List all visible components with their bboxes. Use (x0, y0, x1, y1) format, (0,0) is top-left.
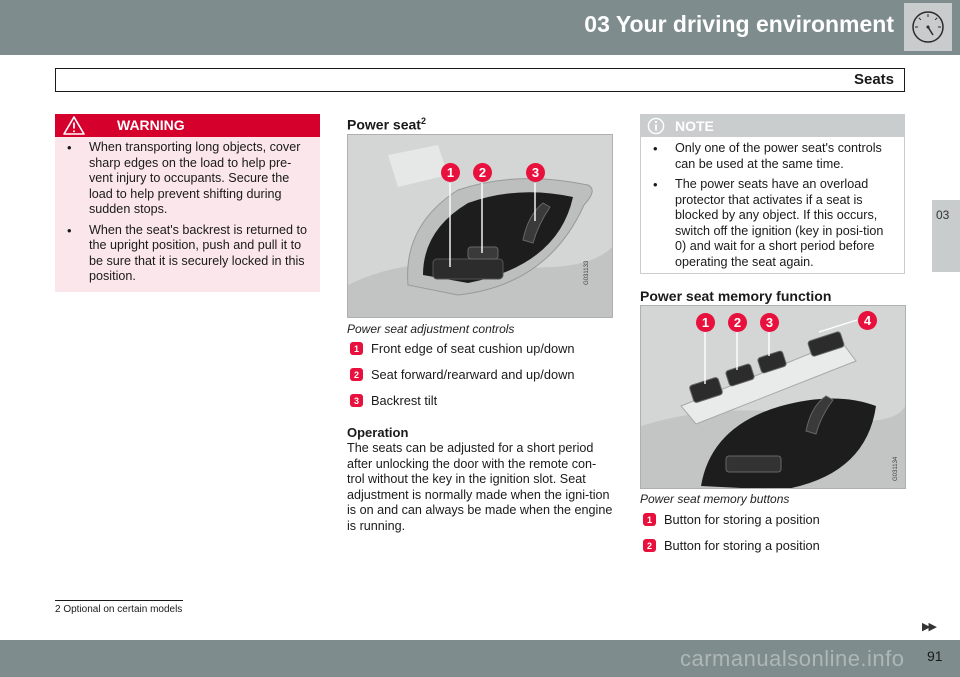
callout-1: 1 (696, 313, 715, 332)
note-header (641, 115, 904, 137)
note-title: NOTE (675, 118, 714, 134)
footnote (55, 604, 182, 615)
page-number: 91 (927, 648, 943, 664)
info-icon (647, 117, 665, 135)
section-bar (55, 68, 905, 92)
section-title: Seats (853, 71, 894, 88)
warning-box (55, 114, 320, 292)
callout-1: 1 (441, 163, 460, 182)
note-list (641, 141, 906, 275)
callout-2: 2 (473, 163, 492, 182)
number-badge: 1 (350, 342, 363, 355)
list-item: • Only one of the power seat's controls can be used at the same time. (641, 141, 906, 172)
warning-triangle-icon (63, 116, 85, 135)
power-seat-controls-image (347, 134, 613, 318)
power-seat-heading: Power seat$^2$ (347, 116, 426, 133)
list-item: • When transporting long objects, cover sharp edges on the load to help pre-vent injury to occupants. Secure the load to help prevent shifting during sudden stops. (55, 140, 320, 218)
chapter-header-bar (0, 0, 960, 55)
footnote-number: 2 (55, 604, 61, 615)
callout-3: 3 (760, 313, 779, 332)
memory-heading: Power seat memory function (640, 288, 832, 304)
watermark: carmanualsonline.info (680, 646, 905, 671)
next-page-arrows-icon[interactable]: ▶▶ (922, 621, 935, 633)
note-box (640, 114, 905, 274)
list-item: • The power seats have an overload protector that activates if a seat is blocked by any object. If this occurs, switch off the ignition (key in posi-tion 0) and wait for a short period before operating the seat again. (641, 177, 906, 270)
memory-caption: Power seat memory buttons (640, 492, 790, 506)
item-text: Front edge of seat cushion up/down (371, 341, 575, 356)
image-code: G031134 (893, 456, 899, 481)
number-badge: 1 (643, 513, 656, 526)
callout-4: 4 (858, 311, 877, 330)
list-item (350, 341, 574, 356)
footnote-text: Optional on certain models (63, 604, 183, 615)
number-badge: 2 (350, 368, 363, 381)
list-item (350, 367, 574, 382)
warning-header (55, 114, 320, 137)
memory-buttons-image (640, 305, 906, 489)
image-code: G031133 (584, 260, 590, 285)
item-text: Button for storing a position (664, 538, 820, 553)
gauge-icon (910, 9, 946, 45)
callout-2: 2 (728, 313, 747, 332)
list-item: • When the seat's backrest is returned to the upright position, push and pull it to be sure that it is securely locked in this position. (55, 223, 320, 285)
operation-heading: Operation (347, 425, 409, 440)
warning-list (55, 140, 320, 290)
operation-text: The seats can be adjusted for a short period after unlocking the door with the remote con-trol without the key in the ignition slot. Seat adjustment is normally made when the igni-tion is on and can always be made when the engine is running. (347, 441, 613, 533)
footnote-divider (55, 600, 183, 601)
warning-title: WARNING (117, 117, 185, 133)
item-text: Seat forward/rearward and up/down (371, 367, 575, 382)
chapter-title: 03 Your driving environment (584, 11, 894, 37)
list-item (350, 393, 437, 408)
number-badge: 2 (643, 539, 656, 552)
item-text: Backrest tilt (371, 393, 438, 408)
item-text: Button for storing a position (664, 512, 820, 527)
callout-3: 3 (526, 163, 545, 182)
list-item (643, 538, 820, 553)
number-badge: 3 (350, 394, 363, 407)
power-seat-caption: Power seat adjustment controls (347, 322, 515, 336)
footnote-ref[interactable]: 2 (420, 116, 426, 126)
chapter-icon-box (904, 3, 952, 51)
side-tab-label: 03 (936, 208, 950, 222)
list-item (643, 512, 820, 527)
